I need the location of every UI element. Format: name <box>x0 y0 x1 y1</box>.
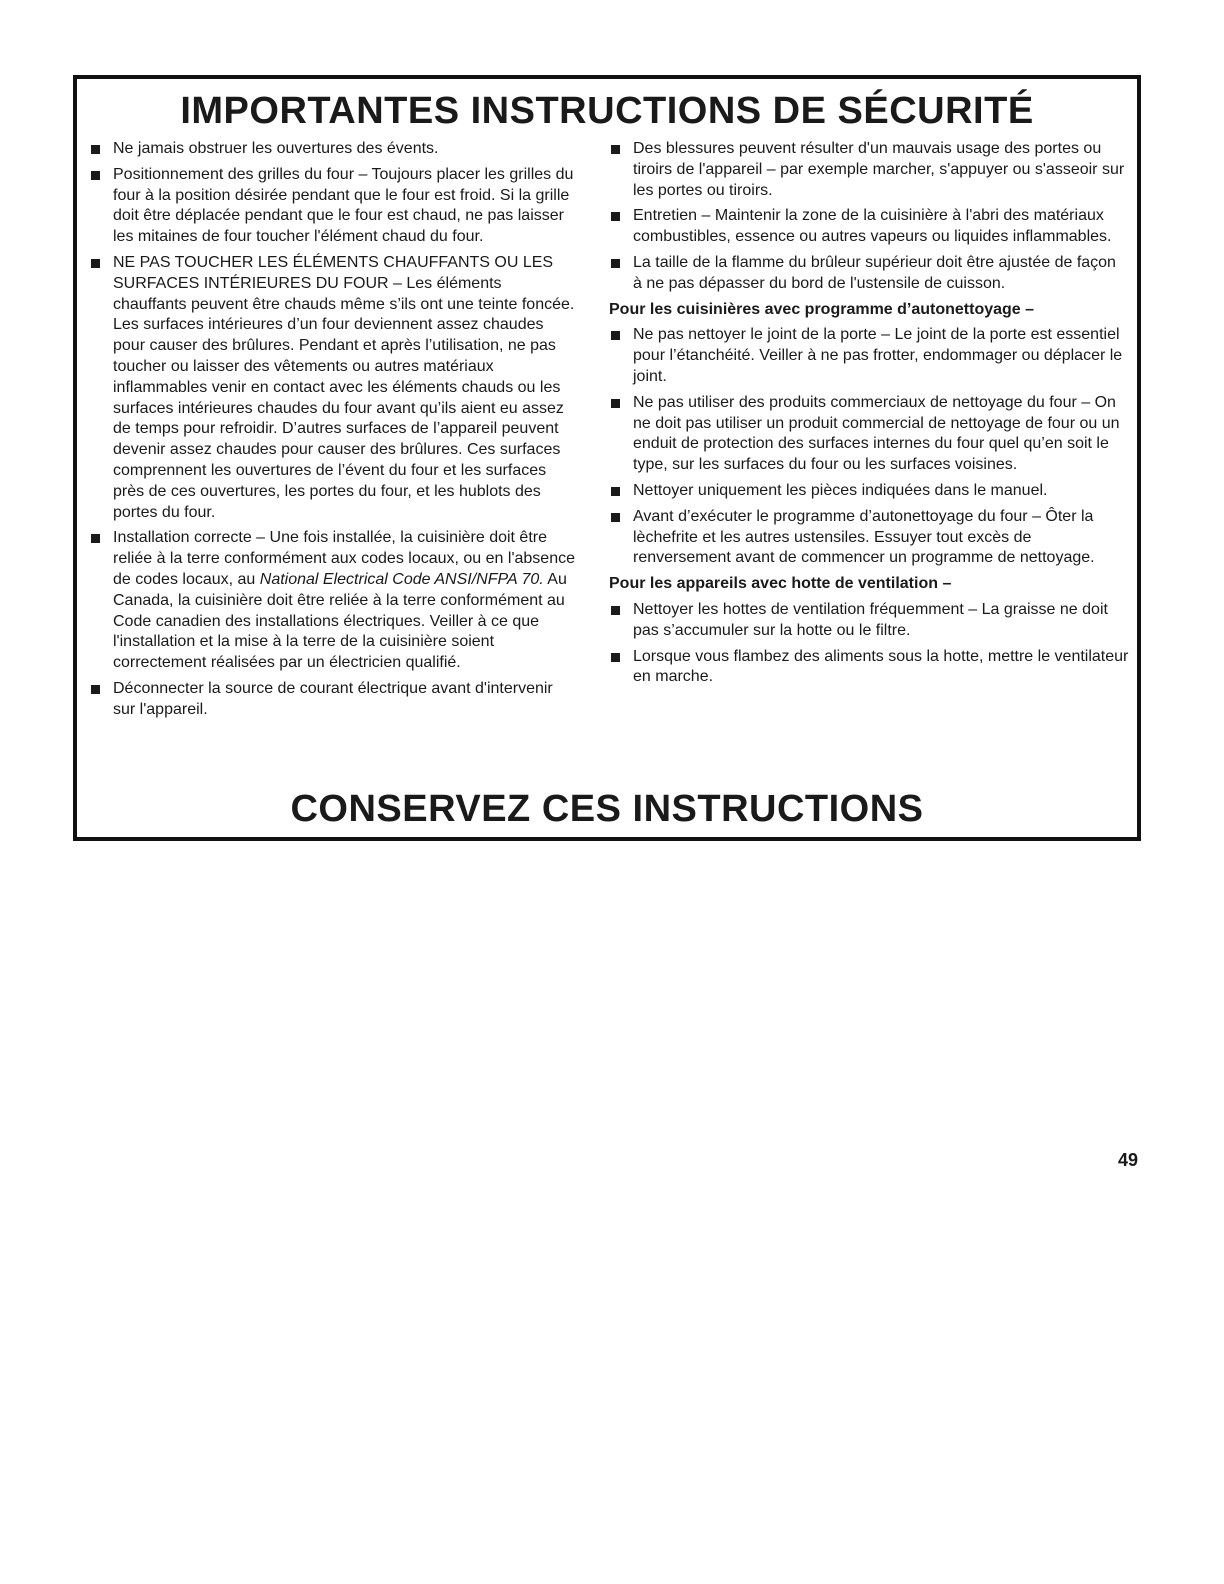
self-clean-heading: Pour les cuisinières avec programme d’autonettoyage – <box>609 300 1035 318</box>
list-item: La taille de la flamme du brûleur supérieur doit être ajustée de façon à ne pas dépasser du bord de l'ustensile de cuisson. <box>609 253 1129 295</box>
hood-bullet-list <box>609 600 1129 688</box>
square-bullet-icon <box>611 606 620 615</box>
square-bullet-icon <box>611 331 620 340</box>
square-bullet-icon <box>611 259 620 268</box>
right-column <box>609 139 1129 693</box>
footer-title: CONSERVEZ CES INSTRUCTIONS <box>290 788 924 830</box>
self-clean-bullet-list <box>609 325 1129 569</box>
page-number: 49 <box>1118 1150 1139 1170</box>
square-bullet-icon <box>91 259 100 268</box>
square-bullet-icon <box>91 534 100 543</box>
list-item: Des blessures peuvent résulter d'un mauvais usage des portes ou tiroirs de l'appareil – par exemple marcher, s'appuyer ou s'asseoir sur les portes ou tiroirs. <box>609 139 1129 201</box>
list-item: Ne pas nettoyer le joint de la porte – Le joint de la porte est essentiel pour l’étanchéité. Veiller à ne pas frotter, endommager ou déplacer le joint. <box>609 325 1129 387</box>
list-item: Installation correcte – Une fois installée, la cuisinière doit être reliée à la terre conformément aux codes locaux, ou en l'absence de codes locaux, au National Electrical Code ANSI/NFPA 70. Au Canada, la cuisinière doit être reliée à la terre conformément au Code canadien des installations électriques. Veiller à ce que l'installation et la mise à la terre de la cuisinière soient correctement réalisées par un électricien qualifié. <box>89 528 579 674</box>
square-bullet-icon <box>611 653 620 662</box>
list-item: Ne pas utiliser des produits commerciaux de nettoyage du four – On ne doit pas utiliser un produit commercial de nettoyage de four ou un enduit de protection des surfaces internes du four quel qu’en soit le type, sur les surfaces du four ou les surfaces voisines. <box>609 393 1129 476</box>
list-item: Déconnecter la source de courant électrique avant d'intervenir sur l'appareil. <box>89 679 579 721</box>
left-column <box>89 139 579 726</box>
page-title: IMPORTANTES INSTRUCTIONS DE SÉCURITÉ <box>180 90 1034 132</box>
list-item: Nettoyer les hottes de ventilation fréquemment – La graisse ne doit pas s’accumuler sur la hotte ou le filtre. <box>609 600 1129 642</box>
list-item: Ne jamais obstruer les ouvertures des évents. <box>89 139 579 160</box>
right-bullet-list-top <box>609 139 1129 295</box>
list-item: Lorsque vous flambez des aliments sous la hotte, mettre le ventilateur en marche. <box>609 647 1129 689</box>
square-bullet-icon <box>611 399 620 408</box>
list-item: Entretien – Maintenir la zone de la cuisinière à l'abri des matériaux combustibles, essence ou autres vapeurs ou liquides inflammables. <box>609 206 1129 248</box>
square-bullet-icon <box>91 685 100 694</box>
square-bullet-icon <box>91 171 100 180</box>
safety-instructions-box <box>73 75 1141 841</box>
square-bullet-icon <box>611 487 620 496</box>
list-item: Avant d’exécuter le programme d’autonettoyage du four – Ôter la lèchefrite et les autres ustensiles. Essuyer tout excès de renversement avant de commencer un programme de nettoyage. <box>609 507 1129 569</box>
left-bullet-list <box>89 139 579 721</box>
square-bullet-icon <box>611 212 620 221</box>
code-reference: National Electrical Code ANSI/NFPA 70. <box>259 570 544 588</box>
list-item: Positionnement des grilles du four – Toujours placer les grilles du four à la position désirée pendant que le four est froid. Si la grille doit être déplacée pendant que le four est chaud, ne pas laisser les mitaines de four toucher l'élément chaud du four. <box>89 165 579 248</box>
square-bullet-icon <box>611 513 620 522</box>
list-item: NE PAS TOUCHER LES ÉLÉMENTS CHAUFFANTS OU LES SURFACES INTÉRIEURES DU FOUR – Les éléments chauffants peuvent être chauds même s’ils ont une teinte foncée. Les surfaces intérieures d’un four deviennent assez chaudes pour causer des brûlures. Pendant et après l’utilisation, ne pas toucher ou laisser des vêtements ou autres matériaux inflammables venir en contact avec les éléments chauds ou les surfaces intérieures chaudes du four avant qu’ils aient eu assez de temps pour refroidir. D’autres surfaces de l’appareil peuvent devenir assez chaudes pour causer des brûlures. Ces surfaces comprennent les ouvertures de l’évent du four et les surfaces près de ces ouvertures, les portes du four, et les hublots des portes du four. <box>89 253 579 523</box>
list-item: Nettoyer uniquement les pièces indiquées dans le manuel. <box>609 481 1129 502</box>
square-bullet-icon <box>611 145 620 154</box>
square-bullet-icon <box>91 145 100 154</box>
hood-heading: Pour les appareils avec hotte de ventilation – <box>609 575 952 593</box>
